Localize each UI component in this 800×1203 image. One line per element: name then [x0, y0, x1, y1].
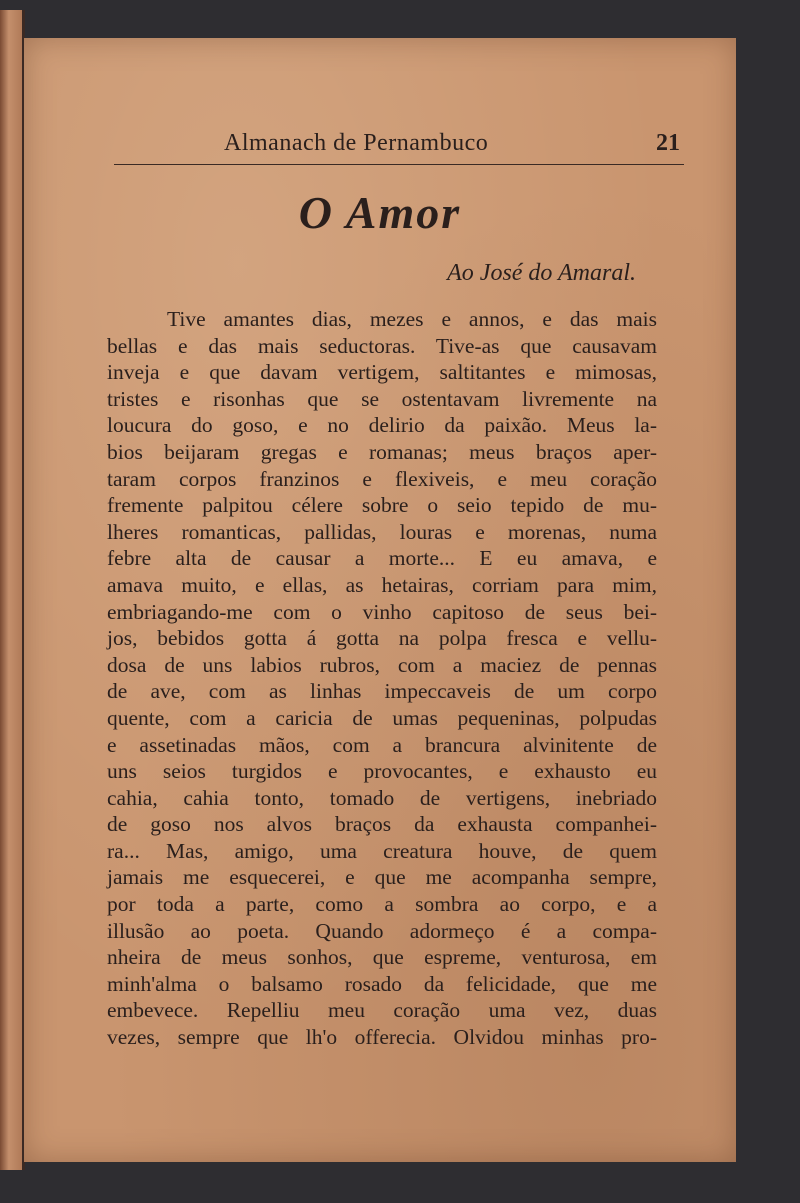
- text-line: lheres romanticas, pallidas, louras e morenas, numa: [107, 519, 657, 544]
- text-line: quente, com a caricia de umas pequeninas, polpudas: [107, 705, 657, 730]
- text-line: amava muito, e ellas, as hetairas, corriam para mim,: [107, 572, 657, 597]
- text-line: cahia, cahia tonto, tomado de vertigens, inebriado: [107, 785, 657, 810]
- text-line: e assetinadas mãos, com a brancura alvinitente de: [107, 732, 657, 757]
- text-line: nheira de meus sonhos, que espreme, venturosa, em: [107, 945, 657, 970]
- text-line: inveja e que davam vertigem, saltitantes e mimosas,: [107, 360, 657, 385]
- text-line: febre alta de causar a morte... E eu amava, e: [107, 546, 657, 571]
- text-line: de goso nos alvos braços da exhausta companhei-: [107, 812, 657, 837]
- text-line: por toda a parte, como a sombra ao corpo, e a: [107, 892, 657, 917]
- poem-title: O Amor: [298, 187, 462, 238]
- text-line: uns seios turgidos e provocantes, e exhausto eu: [107, 759, 657, 784]
- text-line: illusão ao poeta. Quando adormeço é a compa-: [107, 918, 657, 943]
- text-line: dosa de uns labios rubros, com a maciez de pennas: [107, 652, 657, 677]
- page-number: 21: [656, 130, 680, 156]
- text-line: vezes, sempre que lh'o offerecia. Olvidou minhas pro-: [107, 1025, 657, 1050]
- text-line: Tive amantes dias, mezes e annos, e das mais: [167, 307, 657, 331]
- body-text: [107, 306, 657, 1051]
- header-title: Almanach de Pernambuco: [224, 130, 489, 156]
- running-header: [114, 130, 684, 165]
- text-line: tristes e risonhas que se ostentavam livremente na: [107, 386, 657, 411]
- text-line: embriagando-me com o vinho capitoso de seus bei-: [107, 599, 657, 624]
- text-line: fremente palpitou célere sobre o seio tepido de mu-: [107, 493, 657, 518]
- text-line: jamais me esquecerei, e que me acompanha sempre,: [107, 865, 657, 890]
- text-line: bellas e das mais seductoras. Tive-as que causavam: [107, 333, 657, 358]
- text-line: minh'alma o balsamo rosado da felicidade, que me: [107, 971, 657, 996]
- book-page: [24, 38, 736, 1162]
- text-line: loucura do goso, e no delirio da paixão. Meus la-: [107, 413, 657, 438]
- adjacent-page-edge: [0, 10, 25, 1170]
- text-line: bios beijaram gregas e romanas; meus braços aper-: [107, 439, 657, 464]
- text-line: jos, bebidos gotta á gotta na polpa fresca e vellu-: [107, 626, 657, 651]
- text-line: ra... Mas, amigo, uma creatura houve, de quem: [107, 838, 657, 863]
- text-line: de ave, com as linhas impeccaveis de um corpo: [107, 679, 657, 704]
- text-line: taram corpos franzinos e flexiveis, e meu coração: [107, 466, 657, 491]
- dedication: Ao José do Amaral.: [447, 260, 636, 286]
- text-line: embevece. Repelliu meu coração uma vez, duas: [107, 998, 657, 1023]
